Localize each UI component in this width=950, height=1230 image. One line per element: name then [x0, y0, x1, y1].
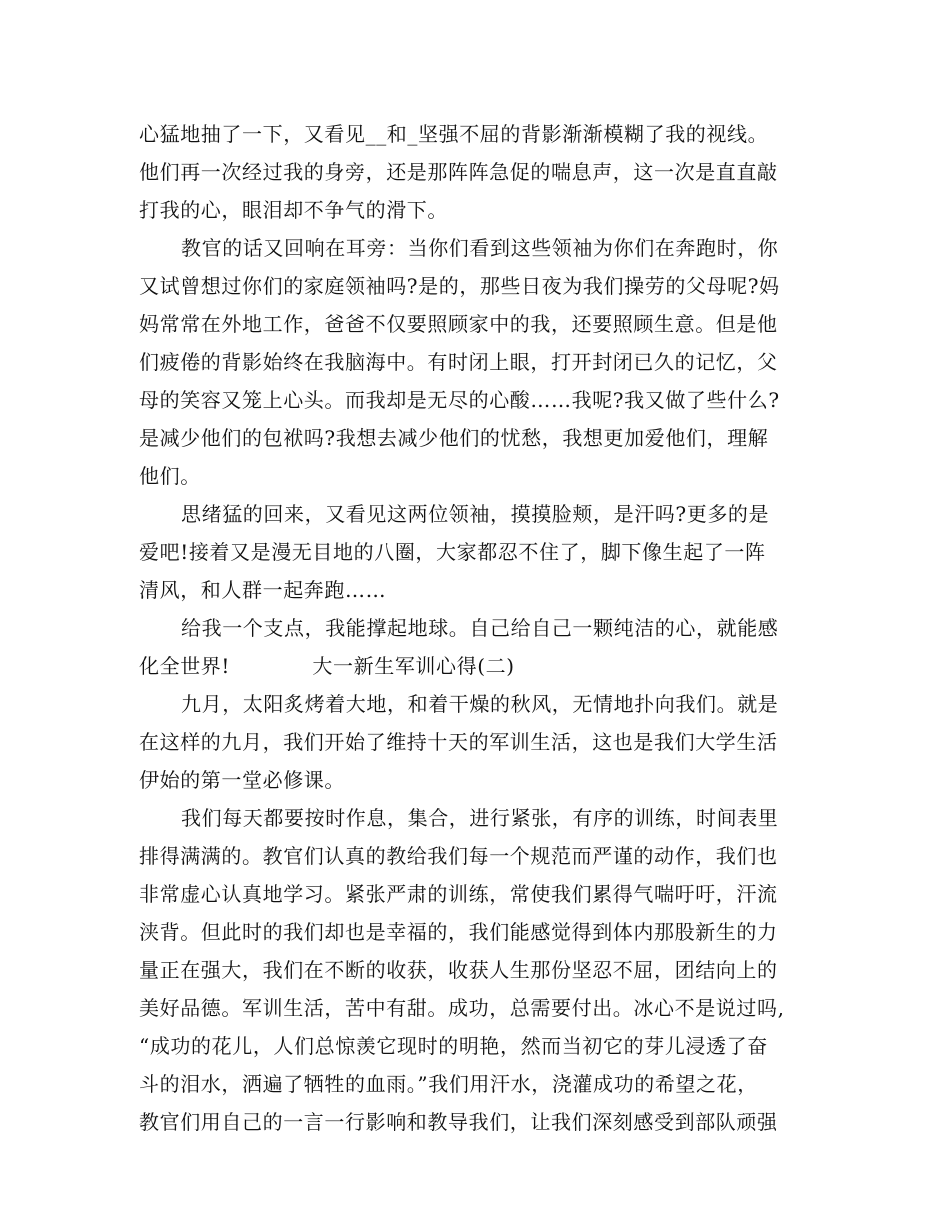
paragraph-start-line: 教官的话又回响在耳旁：当你们看到这些领袖为你们在奔跑时，你 [181, 236, 779, 260]
paragraph-start-line: 我们每天都要按时作息，集合，进行紧张，有序的训练，时间表里 [181, 806, 779, 830]
text-line: 他们。 [139, 464, 201, 488]
text-line: 伊始的第一堂必修课。 [139, 768, 345, 792]
text-line: 非常虚心认真地学习。紧张严肃的训练，常使我们累得气喘吁吁，汗流 [139, 882, 778, 906]
paragraph-start-line: 给我一个支点，我能撑起地球。自己给自己一颗纯洁的心，就能感 [181, 616, 779, 640]
text-line: 打我的心，眼泪却不争气的滑下。 [139, 198, 448, 222]
paragraph-start-line: 思绪猛的回来，又看见这两位领袖，摸摸脸颊，是汗吗?更多的是 [181, 502, 770, 526]
text-line: 们疲倦的背影始终在我脑海中。有时闭上眼，打开封闭已久的记忆，父 [139, 350, 778, 374]
text-line-with-heading: 化全世界! 大一新生军训心得(二) [139, 654, 515, 678]
text-line: 教官们用自己的一言一行影响和教导我们，让我们深刻感受到部队顽强 [139, 1110, 778, 1134]
text-line: “成功的花儿，人们总惊羡它现时的明艳，然而当初它的芽儿浸透了奋 [139, 1034, 768, 1058]
text-line: 在这样的九月，我们开始了维持十天的军训生活，这也是我们大学生活 [139, 730, 778, 754]
text-line: 美好品德。军训生活，苦中有甜。成功，总需要付出。冰心不是说过吗, [139, 996, 785, 1020]
text-line: 他们再一次经过我的身旁，还是那阵阵急促的喘息声，这一次是直直敲 [139, 160, 778, 184]
paragraph-start-line: 九月，太阳炙烤着大地，和着干燥的秋风，无情地扑向我们。就是 [181, 692, 779, 716]
text-line: 量正在强大，我们在不断的收获，收获人生那份坚忍不屈，团结向上的 [139, 958, 778, 982]
text-line: 心猛地抽了一下，又看见__和_坚强不屈的背影渐渐模糊了我的视线。 [139, 122, 769, 146]
text-line: 妈常常在外地工作，爸爸不仅要照顾家中的我，还要照顾生意。但是他 [139, 312, 778, 336]
text-line: 斗的泪水，洒遍了牺牲的血雨。”我们用汗水，浇灌成功的希望之花， [139, 1072, 758, 1096]
text-line: 排得满满的。教官们认真的教给我们每一个规范而严谨的动作，我们也 [139, 844, 778, 868]
text-line: 清风，和人群一起奔跑…… [139, 578, 387, 602]
text-line: 又试曾想过你们的家庭领袖吗?是的，那些日夜为我们操劳的父母呢?妈 [139, 274, 780, 298]
text-line: 爱吧!接着又是漫无目地的八圈，大家都忍不住了，脚下像生起了一阵 [139, 540, 766, 564]
text-line: 浃背。但此时的我们却也是幸福的，我们能感觉得到体内那股新生的力 [139, 920, 778, 944]
text-line: 是减少他们的包袱吗?我想去减少他们的忧愁，我想更加爱他们，理解 [139, 426, 769, 450]
text-line: 母的笑容又笼上心头。而我却是无尽的心酸……我呢?我又做了些什么? [139, 388, 780, 412]
